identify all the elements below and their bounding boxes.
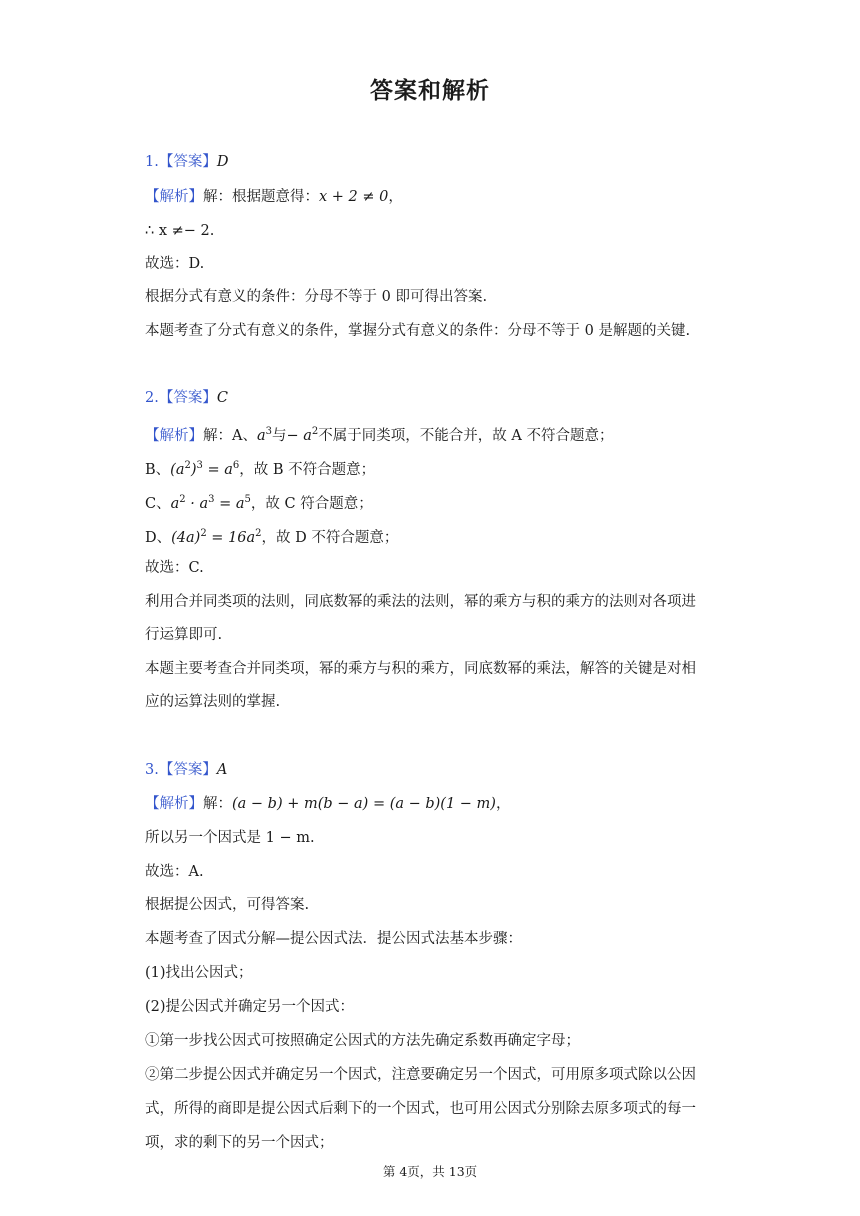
q3-line-8: ②第二步提公因式并确定另一个因式，注意要确定另一个因式，可用原多项式除以公因 [145,1067,696,1083]
q2-prefix-d: D、 [145,530,172,546]
q2-c-eq: = a [214,496,245,512]
q2-answer-tag: 【答案】 [158,390,217,406]
q2-prefix-c: C、 [145,496,171,512]
q2-prefix-b: B、 [145,462,171,478]
q2-c-a: a [170,496,180,512]
q1-answer-line [145,152,228,172]
q3-answer-tag: 【答案】 [158,762,217,778]
q3-line-1: 所以另一个因式是 1 − m. [145,830,315,846]
q2-c-sup3: 5 [244,494,251,505]
q1-answer-tag: 【答案】 [158,154,217,170]
q2-d-text: ，故 D 不符合题意； [261,530,399,546]
q3-analysis-tag: 【解析】 [145,796,203,812]
q2-c-sup1: 2 [179,494,186,505]
q1-analysis-line [145,187,403,207]
q2-line-1: 故选：C. [145,560,204,576]
q1-analysis-tag: 【解析】 [145,189,203,205]
q2-b-eq: = a [202,462,233,478]
q3-line-6: (2)提公因式并确定另一个因式： [145,999,355,1015]
q2-d-lhs: (4a) [171,530,201,546]
q1-number: 1. [145,154,159,170]
q1-line-2: 故选：D. [145,256,205,272]
q2-c-dot: · a [185,496,209,512]
q2-option-b [145,456,375,480]
q2-b-lhs: (a [170,462,185,478]
q3-line-3: 根据提公因式，可得答案. [145,897,310,913]
q2-d-sup: 2 [200,528,207,539]
q1-intro-end: ， [388,189,403,205]
q3-intro: 解： [203,796,232,812]
q2-neg-a2: − a [286,428,312,444]
q2-intro: 解：A、 [203,428,257,444]
q3-line-9: 式，所得的商即是提公因式后剩下的一个因式，也可用公因式分别除去原多项式的每一 [145,1101,696,1117]
q3-number: 3. [145,762,159,778]
q3-line-5: (1)找出公因式； [145,965,253,981]
q2-yu: 与 [272,428,287,444]
q2-intro-rest: 不属于同类项，不能合并，故 A 不符合题意； [318,428,614,444]
q3-analysis-line [145,794,510,814]
q2-answer-value: C [216,390,228,406]
q2-option-d [145,524,398,548]
q2-line-5: 应的运算法则的掌握. [145,694,281,710]
q3-line-2: 故选：A. [145,864,204,880]
q3-line-7: ①第一步找公因式可按照确定公因式的方法先确定系数再确定字母； [145,1033,580,1049]
q3-line-10: 项，求的剩下的另一个因式； [145,1135,334,1151]
q2-b-sup-inner: 2 [184,460,191,471]
q3-line-4: 本题考查了因式分解—提公因式法．提公因式法基本步骤： [145,931,522,947]
q2-line-2: 利用合并同类项的法则，同底数幂的乘法的法则，幂的乘方与积的乘方的法则对各项进 [145,594,696,610]
q2-analysis-line [145,422,614,446]
q2-b-text: ，故 B 不符合题意； [239,462,376,478]
q2-b-sup-outer: 3 [196,460,203,471]
q3-answer-value: A [216,762,228,778]
q2-d-sup2: 2 [255,528,262,539]
q2-option-c [145,490,373,514]
q1-line-4: 本题考查了分式有意义的条件，掌握分式有意义的条件：分母不等于 0 是解题的关键. [145,323,691,339]
q1-line-3: 根据分式有意义的条件：分母不等于 0 即可得出答案. [145,289,488,305]
q1-line-1: ∴ x ≠− 2. [145,223,215,239]
q2-a3: a [256,428,266,444]
q2-answer-line [145,388,228,408]
q2-line-3: 行运算即可. [145,627,223,643]
q1-intro-math: x + 2 ≠ 0 [319,189,389,205]
q2-b-close: ) [190,462,197,478]
q2-c-sup2: 3 [208,494,215,505]
page-title: 答案和解析 [370,78,490,104]
q3-answer-line [145,760,227,780]
q2-line-4: 本题主要考查合并同类项，幂的乘方与积的乘方，同底数幂的乘法，解答的关键是对相 [145,661,696,677]
q2-sup2: 2 [311,426,319,437]
q2-d-eq: = 16a [206,530,256,546]
q1-answer-value: D [216,154,229,170]
q1-intro: 解：根据题意得： [203,189,319,205]
q2-sup3: 3 [265,426,273,437]
q2-analysis-tag: 【解析】 [145,428,203,444]
page-footer: 第 4页，共 13页 [382,1164,478,1179]
q2-c-text: ，故 C 符合题意； [250,496,373,512]
q3-intro-end: ， [495,796,511,812]
q2-number: 2. [145,390,159,406]
q2-b-sup-rhs: 6 [232,460,240,471]
q3-intro-math: (a − b) + m(b − a) = (a − b)(1 − m) [232,796,496,812]
